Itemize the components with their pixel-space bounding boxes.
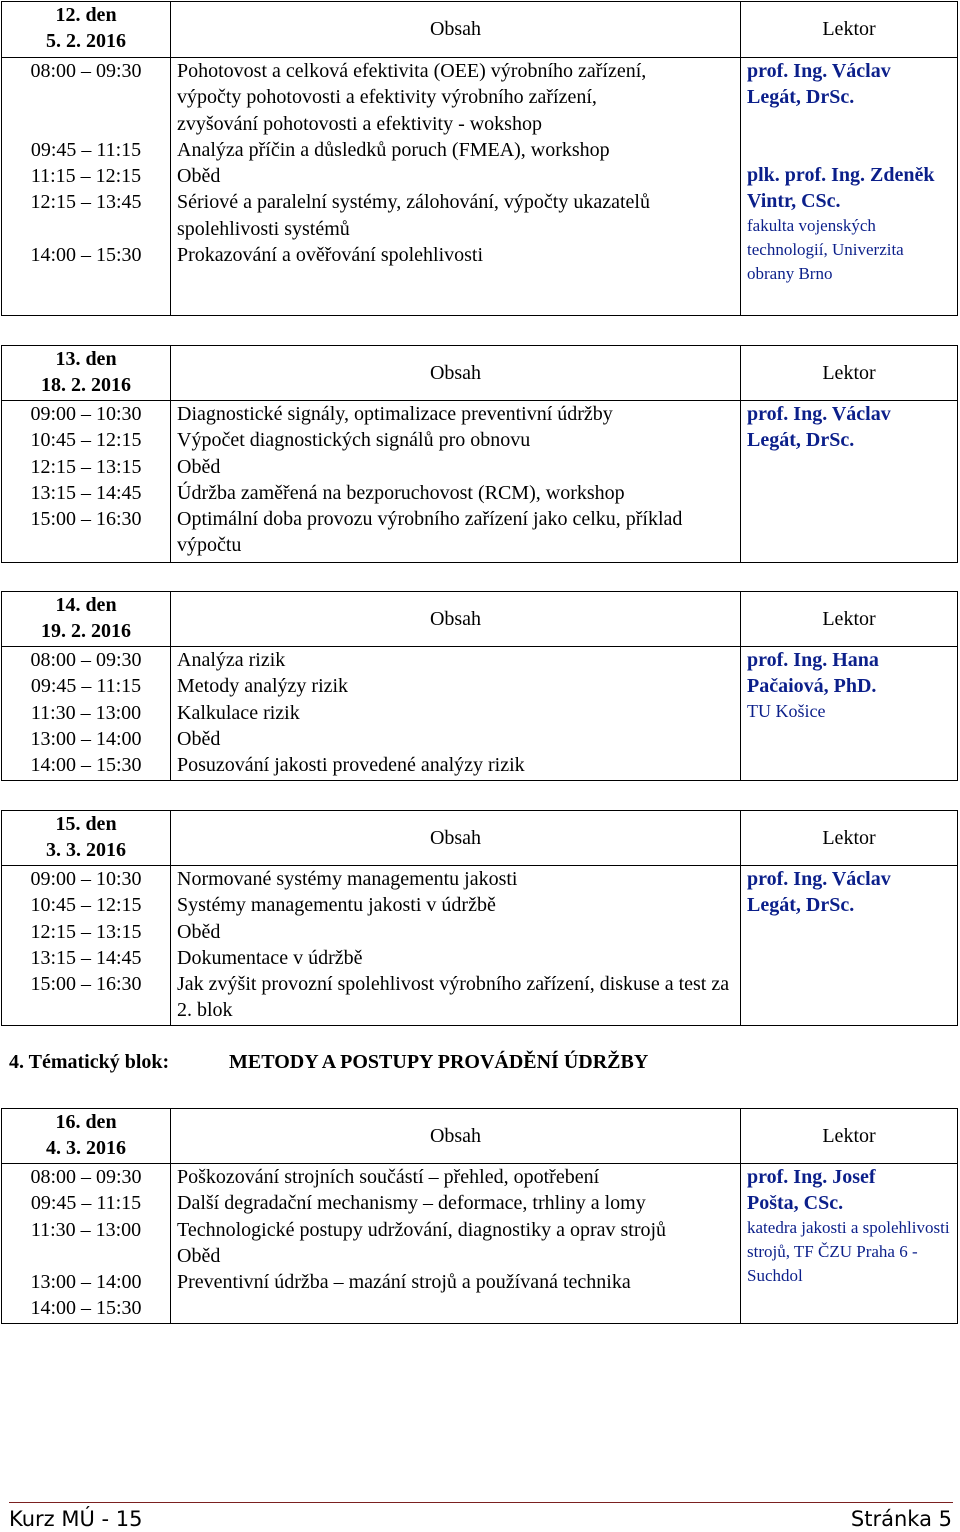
- topic-item: spolehlivosti systémů: [177, 217, 350, 240]
- topic-column: [171, 58, 741, 316]
- day-date: 3. 3. 2016: [46, 839, 126, 861]
- topic-item: Sériové a paralelní systémy, zálohování, výpočty ukazatelů: [177, 191, 650, 214]
- time-slot: 08:00 – 09:30: [30, 60, 142, 82]
- topic-item: Systémy managementu jakosti v údržbě: [177, 894, 496, 917]
- topic-item: Diagnostické signály, optimalizace preventivní údržby: [177, 403, 613, 425]
- topic-item: Oběd: [177, 165, 221, 188]
- lecturer-column: [741, 647, 958, 781]
- time-slot: 13:15 – 14:45: [30, 481, 142, 504]
- lecturer-name: prof. Ing. Josef Pošta, CSc.: [747, 1166, 876, 1214]
- topic-item: Oběd: [177, 1244, 221, 1267]
- day-header: [2, 1109, 171, 1164]
- lecturer-affiliation: fakulta vojenských technologií, Univerzita obrany Brno: [747, 216, 904, 283]
- day-header: [2, 592, 171, 647]
- topic-column: [171, 401, 741, 563]
- lektor-header: Lektor: [741, 1109, 958, 1164]
- day-12-table: [1, 1, 958, 316]
- time-slot: [2, 1243, 170, 1269]
- time-slot: 13:00 – 14:00: [30, 727, 142, 750]
- time-column: [2, 401, 171, 563]
- day-13-table: [1, 345, 958, 563]
- topic-item: Posuzování jakosti provedené analýzy rizik: [177, 754, 525, 777]
- time-slot: 10:45 – 12:15: [30, 429, 142, 452]
- topic-column: [171, 866, 741, 1026]
- lektor-header: Lektor: [741, 346, 958, 401]
- time-column: [2, 866, 171, 1026]
- lecturer-column: [741, 866, 958, 1026]
- topic-column: [171, 1164, 741, 1324]
- day-14-table: [1, 591, 958, 781]
- lecturer-name: prof. Ing. Václav Legát, DrSc.: [747, 60, 891, 108]
- lecturer-column: [741, 401, 958, 563]
- topic-item: Další degradační mechanismy – deformace, trhliny a lomy: [177, 1192, 646, 1215]
- lecturer-name: prof. Ing. Václav Legát, DrSc.: [747, 868, 891, 916]
- day-number: 12. den: [55, 4, 117, 26]
- topic-item: Normované systémy managementu jakosti: [177, 868, 518, 890]
- day-date: 19. 2. 2016: [41, 620, 131, 642]
- obsah-header: Obsah: [171, 1109, 741, 1164]
- topic-item: Technologické postupy udržování, diagnostiky a oprav strojů: [177, 1218, 667, 1241]
- time-slot: 12:15 – 13:15: [30, 455, 142, 478]
- time-slot: [2, 84, 170, 110]
- lektor-header: Lektor: [741, 592, 958, 647]
- day-header: [2, 2, 171, 58]
- topic-item: Optimální doba provozu výrobního zařízení jako celku, příklad výpočtu: [177, 508, 683, 557]
- lecturer-name: prof. Ing. Hana Pačaiová, PhD.: [747, 649, 879, 697]
- time-slot: 15:00 – 16:30: [30, 973, 142, 996]
- time-slot: 15:00 – 16:30: [30, 508, 142, 531]
- day-date: 18. 2. 2016: [41, 374, 131, 396]
- topic-item: Údržba zaměřená na bezporuchovost (RCM), workshop: [177, 481, 625, 504]
- time-column: [2, 58, 171, 316]
- day-header: [2, 811, 171, 866]
- topic-item: Výpočet diagnostických signálů pro obnovu: [177, 429, 531, 452]
- lecturer-column: [741, 58, 958, 316]
- day-date: 5. 2. 2016: [46, 30, 126, 52]
- footer-page-number: Stránka 5: [850, 1507, 952, 1531]
- obsah-header: Obsah: [171, 2, 741, 58]
- day-15-table: [1, 810, 958, 1026]
- time-slot: [2, 216, 170, 242]
- day-date: 4. 3. 2016: [46, 1137, 126, 1159]
- time-slot: 13:15 – 14:45: [30, 946, 142, 969]
- topic-column: [171, 647, 741, 781]
- time-slot: 08:00 – 09:30: [30, 649, 142, 671]
- topic-item: Oběd: [177, 920, 221, 943]
- time-slot: 11:15 – 12:15: [30, 165, 142, 188]
- topic-item: výpočty pohotovosti a efektivity výrobního zařízení,: [177, 86, 597, 109]
- day-number: 13. den: [55, 348, 117, 370]
- lektor-header: Lektor: [741, 2, 958, 58]
- topic-item: zvyšování pohotovosti a efektivity - wokshop: [177, 112, 542, 135]
- topic-item: Metody analýzy rizik: [177, 675, 349, 698]
- topic-item: Oběd: [177, 727, 221, 750]
- time-slot: 09:45 – 11:15: [30, 138, 142, 161]
- time-slot: [2, 111, 170, 137]
- topic-item: Jak zvýšit provozní spolehlivost výrobního zařízení, diskuse a test za 2. blok: [177, 973, 730, 1022]
- topic-item: Oběd: [177, 455, 221, 478]
- lektor-header: Lektor: [741, 811, 958, 866]
- footer-rule: [9, 1502, 953, 1503]
- time-slot: 09:00 – 10:30: [30, 868, 142, 890]
- topic-item: Pohotovost a celková efektivita (OEE) výrobního zařízení,: [177, 60, 647, 82]
- topic-item: Analýza příčin a důsledků poruch (FMEA), workshop: [177, 138, 610, 161]
- topic-item: Preventivní údržba – mazání strojů a používaná technika: [177, 1271, 631, 1294]
- obsah-header: Obsah: [171, 592, 741, 647]
- block-label: 4. Tématický blok:: [9, 1051, 170, 1073]
- lecturer-name: plk. prof. Ing. Zdeněk Vintr, CSc.: [747, 164, 935, 212]
- time-slot: 09:45 – 11:15: [30, 675, 142, 698]
- time-slot: 12:15 – 13:45: [30, 191, 142, 214]
- time-column: [2, 1164, 171, 1324]
- obsah-header: Obsah: [171, 346, 741, 401]
- day-16-table: [1, 1108, 958, 1324]
- time-slot: 11:30 – 13:00: [30, 701, 142, 724]
- topic-item: Prokazování a ověřování spolehlivosti: [177, 244, 484, 267]
- day-number: 15. den: [55, 813, 117, 835]
- topic-item: Dokumentace v údržbě: [177, 946, 363, 969]
- footer-course: Kurz MÚ - 15: [9, 1507, 143, 1531]
- time-slot: 10:45 – 12:15: [30, 894, 142, 917]
- time-slot: 09:45 – 11:15: [30, 1192, 142, 1215]
- time-slot: 14:00 – 15:30: [30, 754, 142, 777]
- block-title: METODY A POSTUPY PROVÁDĚNÍ ÚDRŽBY: [229, 1051, 649, 1073]
- day-number: 14. den: [55, 594, 117, 616]
- time-slot: 11:30 – 13:00: [30, 1218, 142, 1241]
- topic-item: Kalkulace rizik: [177, 701, 300, 724]
- time-slot: 09:00 – 10:30: [30, 403, 142, 425]
- lecturer-affiliation: katedra jakosti a spolehlivosti strojů, TF ČZU Praha 6 - Suchdol: [747, 1218, 950, 1285]
- obsah-header: Obsah: [171, 811, 741, 866]
- day-number: 16. den: [55, 1111, 117, 1133]
- topic-item: Analýza rizik: [177, 649, 286, 671]
- time-slot: 14:00 – 15:30: [30, 244, 142, 267]
- time-column: [2, 647, 171, 781]
- block-heading: [9, 1051, 648, 1074]
- time-slot: 08:00 – 09:30: [30, 1166, 142, 1188]
- lecturer-column: [741, 1164, 958, 1324]
- lecturer-affiliation: TU Košice: [747, 701, 826, 721]
- lecturer-name: prof. Ing. Václav Legát, DrSc.: [747, 403, 891, 451]
- day-header: [2, 346, 171, 401]
- time-slot: 12:15 – 13:15: [30, 920, 142, 943]
- time-slot: 13:00 – 14:00: [30, 1271, 142, 1294]
- topic-item: Poškozování strojních součástí – přehled, opotřebení: [177, 1166, 600, 1188]
- time-slot: 14:00 – 15:30: [30, 1297, 142, 1320]
